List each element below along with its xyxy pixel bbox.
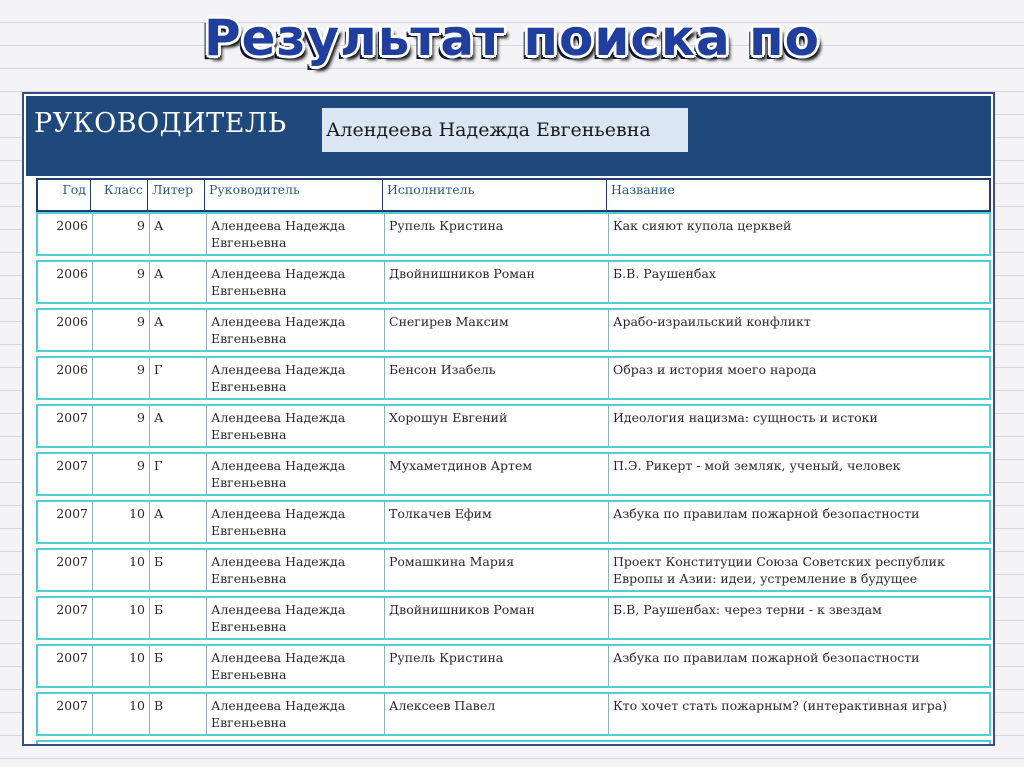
supervisor-input[interactable] <box>322 108 688 152</box>
cell-title: Б.В. Раушенбах <box>608 262 989 302</box>
cell-year: 2007 <box>56 650 88 665</box>
cell-executor: Мухаметдинов Артем <box>384 454 608 494</box>
table-row[interactable] <box>36 452 991 496</box>
cell-class: 10 <box>92 550 149 590</box>
cell-supervisor: Алендеева Надежда Евгеньевна <box>206 694 384 734</box>
cell-supervisor: Алендеева Надежда Евгеньевна <box>206 358 384 398</box>
cell-year: 2007 <box>56 698 88 713</box>
cell-executor: Рупель Кристина <box>384 214 608 254</box>
cell-executor: Бенсон Изабель <box>384 358 608 398</box>
cell-supervisor: Алендеева Надежда Евгеньевна <box>206 598 384 638</box>
cell-liter: Г <box>149 454 206 494</box>
cell-year: 2006 <box>56 218 88 233</box>
cell-title: Образ и история моего народа <box>608 358 989 398</box>
cell-executor: Рупель Кристина <box>384 646 608 686</box>
cell-title: Кто хочет стать пожарным? (интерактивная игра) <box>608 694 989 734</box>
cell-year: 2006 <box>56 314 88 329</box>
cell-title: Идеология нацизма: сущность и истоки <box>608 406 989 446</box>
cell-executor: Снегирев Максим <box>384 310 608 350</box>
cell-liter: Б <box>149 598 206 638</box>
cell-title: Б.В, Раушенбах: через терни - к звездам <box>608 598 989 638</box>
column-header-supervisor[interactable]: Руководитель <box>204 178 382 212</box>
cell-class: 9 <box>92 406 149 446</box>
cell-year: 2006 <box>56 362 88 377</box>
cell-title: Проект Конституции Союза Советских республик Европы и Азии: идеи, устремление в будущее <box>608 550 989 590</box>
cell-liter: Г <box>149 358 206 398</box>
table-row-partial <box>36 740 991 746</box>
cell-executor: Ромашкина Мария <box>384 550 608 590</box>
cell-title: Арабо-израильский конфликт <box>608 310 989 350</box>
cell-liter: А <box>149 406 206 446</box>
cell-year: 2007 <box>56 458 88 473</box>
column-header-class[interactable]: Класс <box>90 178 147 212</box>
table-row[interactable] <box>36 308 991 352</box>
cell-liter: А <box>149 502 206 542</box>
results-table-header <box>36 178 991 212</box>
cell-class: 9 <box>92 262 149 302</box>
cell-class: 9 <box>92 214 149 254</box>
column-header-liter[interactable]: Литер <box>147 178 204 212</box>
table-row[interactable] <box>36 356 991 400</box>
cell-executor: Двойнишников Роман <box>384 262 608 302</box>
cell-year: 2007 <box>56 554 88 569</box>
cell-title: Как сияют купола церквей <box>608 214 989 254</box>
cell-supervisor: Алендеева Надежда Евгеньевна <box>206 550 384 590</box>
table-row[interactable] <box>36 692 991 736</box>
cell-liter: А <box>149 310 206 350</box>
cell-class: 9 <box>92 358 149 398</box>
table-row[interactable] <box>36 500 991 544</box>
cell-class: 10 <box>92 598 149 638</box>
cell-executor: Толкачев Ефим <box>384 502 608 542</box>
cell-class: 9 <box>92 310 149 350</box>
cell-supervisor: Алендеева Надежда Евгеньевна <box>206 214 384 254</box>
cell-liter: А <box>149 262 206 302</box>
column-header-year[interactable]: Год <box>36 178 90 212</box>
search-results-window <box>22 92 995 746</box>
cell-executor: Алексеев Павел <box>384 694 608 734</box>
cell-liter: Б <box>149 550 206 590</box>
cell-year: 2007 <box>56 602 88 617</box>
cell-class: 9 <box>92 454 149 494</box>
cell-year: 2007 <box>56 506 88 521</box>
search-header-bar <box>26 96 991 176</box>
cell-class: 10 <box>92 694 149 734</box>
cell-title: П.Э. Рикерт - мой земляк, ученый, человек <box>608 454 989 494</box>
cell-title: Азбука по правилам пожарной безопастности <box>608 502 989 542</box>
cell-title: Азбука по правилам пожарной безопастности <box>608 646 989 686</box>
cell-liter: А <box>149 214 206 254</box>
cell-supervisor: Алендеева Надежда Евгеньевна <box>206 406 384 446</box>
table-row[interactable] <box>36 212 991 256</box>
cell-liter: В <box>149 694 206 734</box>
table-row[interactable] <box>36 548 991 592</box>
cell-supervisor: Алендеева Надежда Евгеньевна <box>206 310 384 350</box>
table-row[interactable] <box>36 596 991 640</box>
cell-class: 10 <box>92 646 149 686</box>
table-row[interactable] <box>36 644 991 688</box>
slide-title: Результат поиска по <box>203 9 821 67</box>
cell-supervisor: Алендеева Надежда Евгеньевна <box>206 262 384 302</box>
cell-liter: Б <box>149 646 206 686</box>
cell-executor: Двойнишников Роман <box>384 598 608 638</box>
cell-year: 2007 <box>56 410 88 425</box>
table-row[interactable] <box>36 404 991 448</box>
column-header-executor[interactable]: Исполнитель <box>382 178 606 212</box>
cell-executor: Хорошун Евгений <box>384 406 608 446</box>
supervisor-label: РУКОВОДИТЕЛЬ <box>34 108 287 139</box>
cell-year: 2006 <box>56 266 88 281</box>
cell-supervisor: Алендеева Надежда Евгеньевна <box>206 646 384 686</box>
cell-supervisor: Алендеева Надежда Евгеньевна <box>206 502 384 542</box>
results-table-body <box>36 212 991 746</box>
cell-supervisor: Алендеева Надежда Евгеньевна <box>206 454 384 494</box>
cell-class: 10 <box>92 502 149 542</box>
table-row[interactable] <box>36 260 991 304</box>
column-header-title[interactable]: Название <box>606 178 991 212</box>
